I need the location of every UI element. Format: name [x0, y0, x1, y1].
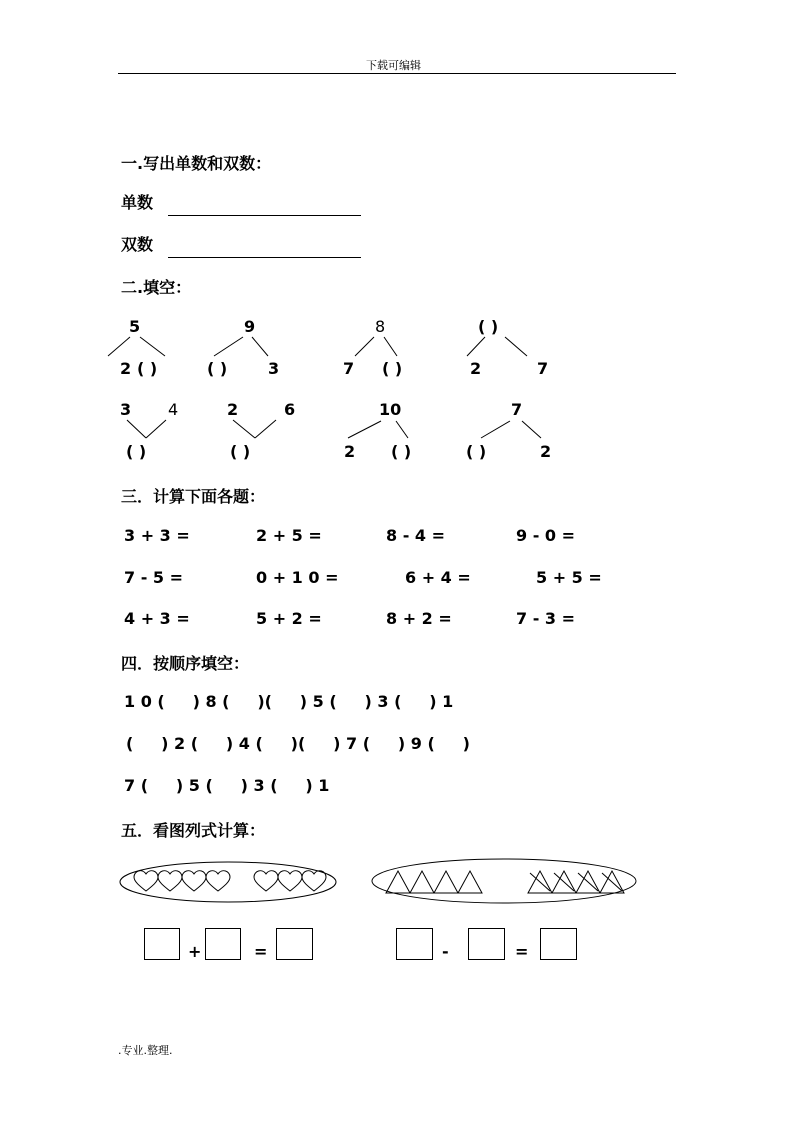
answer-box-right-1[interactable] — [396, 928, 433, 960]
sequence-row-3: 7 ( ) 5 ( ) 3 ( ) 1 — [124, 776, 330, 795]
equals-sign-right: = — [515, 942, 529, 961]
answer-box-left-2[interactable] — [205, 928, 241, 960]
sequence-row-1: 1 0 ( ) 8 ( )( ) 5 ( ) 3 ( ) 1 — [124, 692, 454, 711]
bond7-right[interactable]: ( ) — [391, 442, 412, 461]
minus-sign: - — [442, 942, 449, 961]
bond4-right: 7 — [537, 359, 549, 378]
odd-label: 单数 — [121, 193, 154, 212]
calc-2-3: 6 + 4 = — [405, 568, 471, 587]
calc-3-2: 5 + 2 = — [256, 609, 322, 628]
sequence-row-2: ( ) 2 ( ) 4 ( )( ) 7 ( ) 9 ( ) — [126, 734, 470, 753]
bond6-right: 6 — [284, 400, 296, 419]
bond8-left[interactable]: ( ) — [466, 442, 487, 461]
calc-2-2: 0 + 1 0 = — [256, 568, 339, 587]
section5-title: 五．看图列式计算： — [121, 821, 266, 840]
calc-3-1: 4 + 3 = — [124, 609, 190, 628]
bond8-right: 2 — [540, 442, 552, 461]
calc-1-4: 9 - 0 = — [516, 526, 576, 545]
calc-3-4: 7 - 3 = — [516, 609, 576, 628]
bond4-left: 2 — [470, 359, 482, 378]
calc-1-3: 8 - 4 = — [386, 526, 446, 545]
calc-2-1: 7 - 5 = — [124, 568, 184, 587]
heart-icon — [134, 871, 326, 891]
bond5-left: 3 — [120, 400, 132, 419]
section2-title: 二.填空： — [121, 278, 192, 297]
plus-sign: + — [188, 942, 202, 961]
even-label: 双数 — [121, 235, 154, 254]
bond2-right: 3 — [268, 359, 280, 378]
bond6-left: 2 — [227, 400, 239, 419]
bond2-left[interactable]: ( ) — [207, 359, 228, 378]
bond8-top: 7 — [511, 400, 523, 419]
answer-box-right-2[interactable] — [468, 928, 505, 960]
answer-box-left-3[interactable] — [276, 928, 313, 960]
bond3-top: 8 — [375, 317, 386, 336]
equals-sign-left: = — [254, 942, 268, 961]
bond7-top: 10 — [379, 400, 402, 419]
bond3-right[interactable]: ( ) — [382, 359, 403, 378]
bond3-left: 7 — [343, 359, 355, 378]
calc-2-4: 5 + 5 = — [536, 568, 602, 587]
bond5-right: 4 — [168, 400, 179, 419]
calc-1-1: 3 + 3 = — [124, 526, 190, 545]
page-footer: .专业.整理. — [118, 1044, 173, 1057]
bond1-right[interactable]: ( ) — [137, 359, 158, 378]
bond4-top[interactable]: ( ) — [478, 317, 499, 336]
section3-title: 三．计算下面各题： — [121, 487, 266, 506]
bond2-top: 9 — [244, 317, 256, 336]
answer-box-right-3[interactable] — [540, 928, 577, 960]
section4-title: 四．按顺序填空： — [121, 654, 250, 673]
bond7-left: 2 — [344, 442, 356, 461]
bond1-top: 5 — [129, 317, 141, 336]
calc-1-2: 2 + 5 = — [256, 526, 322, 545]
section1-title: 一.写出单数和双数： — [121, 154, 272, 173]
cross-out-icon — [530, 873, 622, 891]
bond5-bottom[interactable]: ( ) — [126, 442, 147, 461]
triangles-oval — [372, 859, 636, 903]
calc-3-3: 8 + 2 = — [386, 609, 452, 628]
page-header: 下载可编辑 — [366, 59, 421, 72]
bond1-left: 2 — [120, 359, 132, 378]
bond6-bottom[interactable]: ( ) — [230, 442, 251, 461]
answer-box-left-1[interactable] — [144, 928, 180, 960]
